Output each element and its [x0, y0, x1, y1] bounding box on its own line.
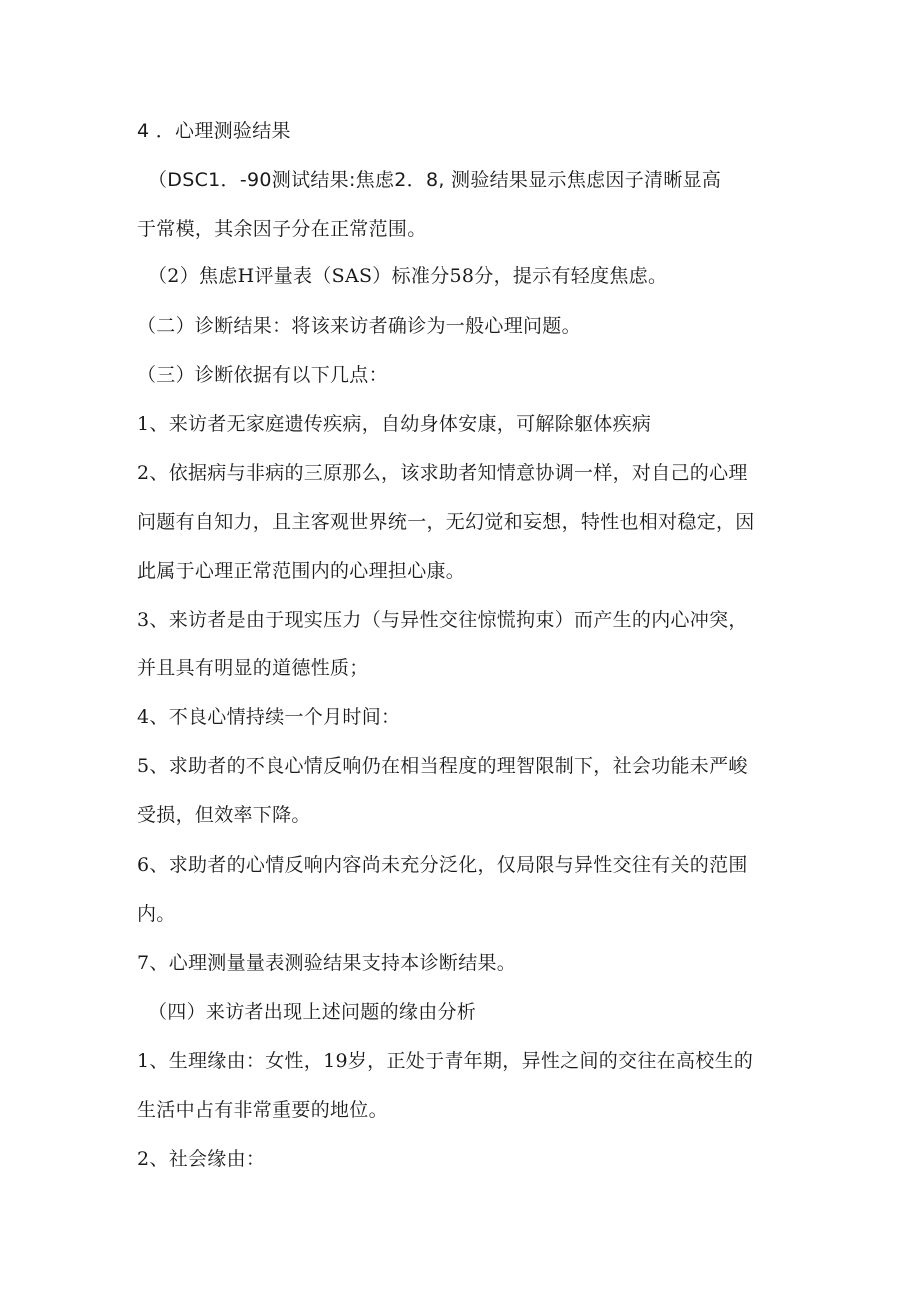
- list-item-continuation: 此属于心理正常范围内的心理担心康。: [137, 560, 466, 582]
- list-item: 1、生理缘由：女性，19岁，正处于青年期，异性之间的交往在高校生的: [137, 1050, 754, 1072]
- list-item: 4、不良心情持续一个月时间：: [137, 706, 401, 728]
- list-item-continuation: 受损，但效率下降。: [137, 804, 311, 826]
- subheading-cause-analysis: （四）来访者出现上述问题的缘由分析: [148, 1001, 477, 1023]
- subheading-basis: （三）诊断依据有以下几点：: [137, 364, 388, 386]
- list-item: 3、来访者是由于现实压力（与异性交往惊慌拘束）而产生的内心冲突，: [137, 609, 748, 631]
- list-item: 5、求助者的不良心情反响仍在相当程度的理智限制下，社会功能未严峻: [137, 755, 748, 777]
- list-item: 7、心理测量量表测验结果支持本诊断结果。: [137, 952, 517, 974]
- list-item-continuation: 并且具有明显的道德性质；: [137, 657, 369, 679]
- list-item: 6、求助者的心情反响内容尚未充分泛化，仅局限与异性交往有关的范围: [137, 854, 748, 876]
- paragraph-line: （2）焦虑H评量表（SAS）标准分58分，提示有轻度焦虑。: [148, 265, 668, 287]
- list-item: 2、社会缘由：: [137, 1148, 266, 1170]
- section-heading-test-results: 4 ．心理测验结果: [137, 120, 291, 142]
- paragraph-line: 于常模，其余因子分在正常范围。: [137, 218, 427, 240]
- list-item-continuation: 内。: [137, 903, 176, 925]
- list-item: 1、来访者无家庭遗传疾病，自幼身体安康，可解除躯体疾病: [137, 413, 652, 435]
- list-item-continuation: 问题有自知力，且主客观世界统一，无幻觉和妄想，特性也相对稳定，因: [137, 511, 755, 533]
- paragraph-line: （DSC1．-90测试结果:焦虑2．8, 测验结果显示焦虑因子清晰显高: [148, 169, 722, 191]
- list-item: 2、依据病与非病的三原那么，该求助者知情意协调一样，对自己的心理: [137, 462, 748, 484]
- list-item-continuation: 生活中占有非常重要的地位。: [137, 1099, 388, 1121]
- subheading-diagnosis: （二）诊断结果：将该来访者确诊为一般心理问题。: [137, 315, 581, 337]
